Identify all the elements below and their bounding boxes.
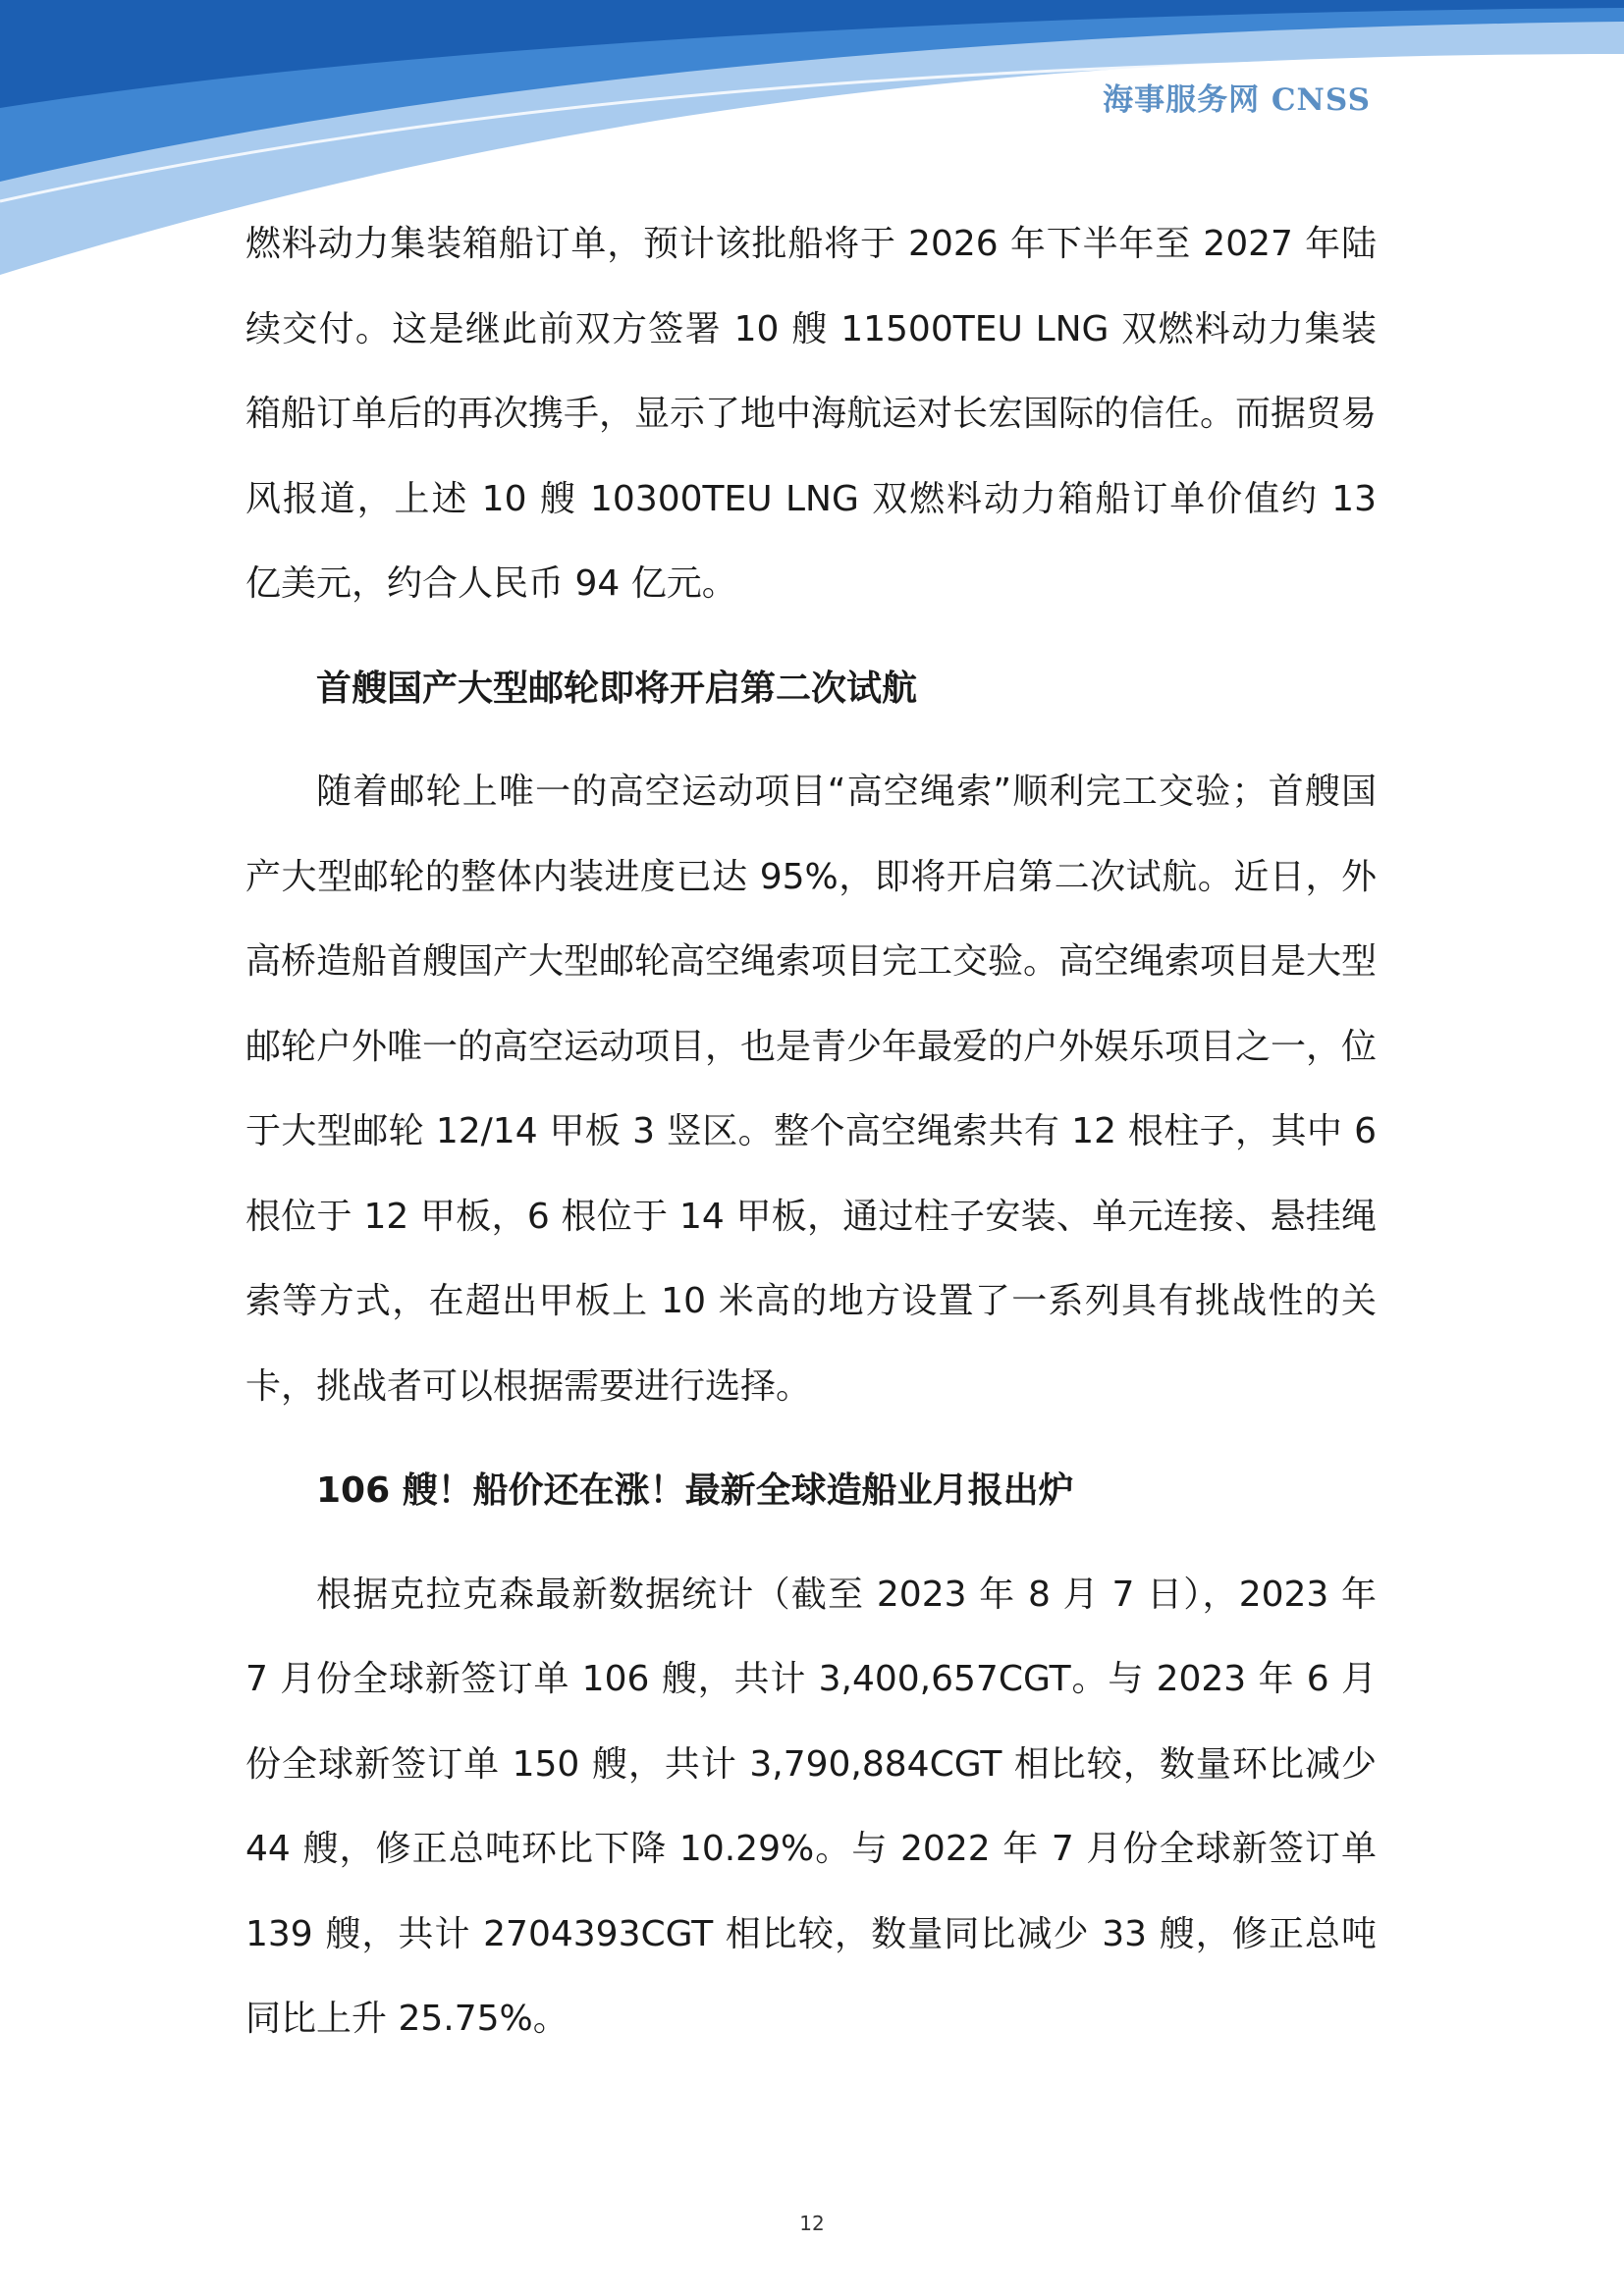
brand-logo-text: 海事服务网 CNSS <box>1103 82 1371 118</box>
heading-shipbuilding-monthly-report: 106 艘！船价还在涨！最新全球造船业月报出炉 <box>316 1470 1074 1511</box>
paragraph-cruise-ship-ropes-course: 随着邮轮上唯一的高空运动项目“高空绳索”顺利完工交验；首艘国产大型邮轮的整体内装进度已达 95%，即将开启第二次试航。近日，外高桥造船首艘国产大型邮轮高空绳索项目完工交验。高空绳索项目是大型邮轮户外唯一的高空运动项目，也是青少年最爱的户外娱乐项目之一，位于大型邮轮 12/14 甲板 3 竖区。整个高空绳索共有 12 根柱子，其中 6 根位于 12 甲板，6 根位于 14 甲板，通过柱子安装、单元连接、悬挂绳索等方式，在超出甲板上 10 米高的地方设置了一系列具有挑战性的关卡，挑战者可以根据需要进行选择。 <box>245 772 1378 1407</box>
paragraph-container-ship-order: 燃料动力集装箱船订单，预计该批船将于 2026 年下半年至 2027 年陆续交付。这是继此前双方签署 10 艘 11500TEU LNG 双燃料动力集装箱船订单后的再次携手，显示了地中海航运对长宏国际的信任。而据贸易风报道，上述 10 艘 10300TEU LNG 双燃料动力箱船订单价值约 13 亿美元，约合人民币 94 亿元。 <box>245 224 1378 604</box>
heading-cruise-ship-trial: 首艘国产大型邮轮即将开启第二次试航 <box>316 667 918 709</box>
article-body <box>245 202 1377 2062</box>
paragraph-clarksons-statistics: 根据克拉克森最新数据统计（截至 2023 年 8 月 7 日），2023 年 7 月份全球新签订单 106 艘，共计 3,400,657CGT。与 2023 年 6 月份全球新签订单 150 艘，共计 3,790,884CGT 相比较，数量环比减少 44 艘，修正总吨环比下降 10.29%。与 2022 年 7 月份全球新签订单 139 艘，共计 2704393CGT 相比较，数量同比减少 33 艘，修正总吨同比上升 25.75%。 <box>245 1574 1377 2039</box>
page-number: 12 <box>799 2212 825 2235</box>
